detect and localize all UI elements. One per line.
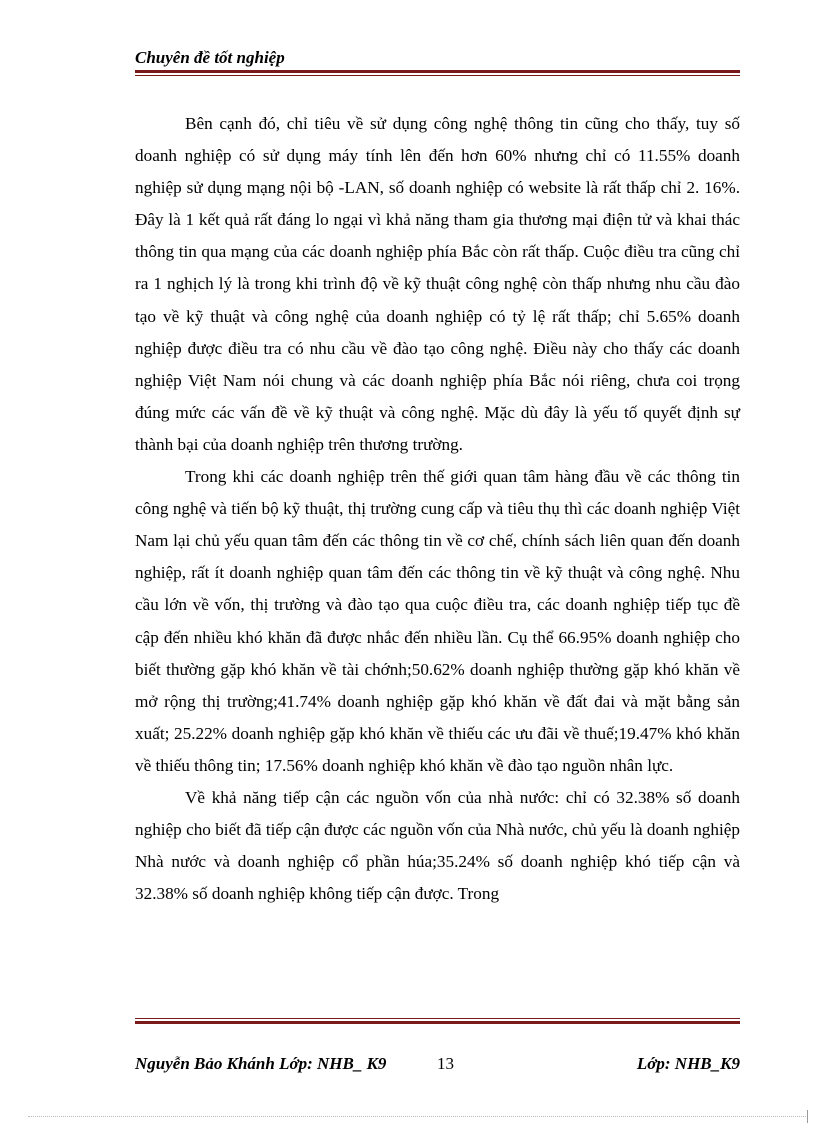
header-rule-thick [135,70,740,73]
body-paragraph: Về khả năng tiếp cận các nguồn vốn của nhà nước: chỉ có 32.38% số doanh nghiệp cho biết đã tiếp cận được các nguồn vốn của Nhà nước, chủ yếu là doanh nghiệp Nhà nước và doanh nghiệp cổ phần húa;35.24% số doanh nghiệp khó tiếp cận và 32.38% số doanh nghiệp không tiếp cận được. Trong [135,787,740,904]
page-number: 13 [437,1054,454,1073]
footer-rule-thick [135,1021,740,1024]
document-header-title: Chuyên đề tốt nghiệp [135,48,285,67]
page-boundary-line [28,1116,808,1117]
header-rule-thin [135,75,740,76]
footer-class-label: Lớp: NHB_K9 [636,1054,740,1073]
document-body [135,108,740,910]
footer-author: Nguyễn Bảo Khánh Lớp: NHB_ K9 [135,1054,387,1073]
footer-rule-thin [135,1018,740,1019]
body-paragraph: Bên cạnh đó, chỉ tiêu về sử dụng công nghệ thông tin cũng cho thấy, tuy số doanh nghiệp có sử dụng máy tính lên đến hơn 60% nhưng chỉ có 11.55% doanh nghiệp sử dụng mạng nội bộ -LAN, số doanh nghiệp có website là rất thấp chỉ 2. 16%. Đây là 1 kết quả rất đáng lo ngại vì khả năng tham gia thương mại điện tử và khai thác thông tin qua mạng của các doanh nghiệp phía Bắc còn rất thấp. Cuộc điều tra cũng chỉ ra 1 nghịch lý là trong khi trình độ về kỹ thuật công nghệ còn thấp nhưng nhu cầu đào tạo về kỹ thuật và công nghệ của doanh nghiệp có tỷ lệ rất thấp; chỉ 5.65% doanh nghiệp được điều tra có nhu cầu về đào tạo công nghệ. Điều này cho thấy các doanh nghiệp Việt Nam nói chung và các doanh nghiệp phía Bắc nói riêng, chưa coi trọng đúng mức các vấn đề về kỹ thuật và công nghệ. Mặc dù đây là yếu tố quyết định sự thành bại của doanh nghiệp trên thương trường. [135,114,740,454]
document-footer [135,1054,740,1078]
page-corner-mark [807,1110,808,1123]
body-paragraph: Trong khi các doanh nghiệp trên thế giới quan tâm hàng đầu về các thông tin công nghệ và tiến bộ kỹ thuật, thị trường cung cấp và tiêu thụ thì các doanh nghiệp Việt Nam lại chủ yếu quan tâm đến các thông tin về cơ chế, chính sách liên quan đến doanh nghiệp, rất ít doanh nghiệp quan tâm đến các thông tin về kỹ thuật và công nghệ. Nhu cầu lớn về vốn, thị trường và đào tạo qua cuộc điều tra, các doanh nghiệp tiếp tục đề cập đến nhiều khó khăn đã được nhắc đến nhiều lần. Cụ thể 66.95% doanh nghiệp cho biết thường gặp khó khăn về tài chớnh;50.62% doanh nghiệp thường gặp khó khăn về mở rộng thị trường;41.74% doanh nghiệp gặp khó khăn về đất đai và mặt bằng sản xuất; 25.22% doanh nghiệp gặp khó khăn về thiếu các ưu đãi về thuế;19.47% khó khăn về thiếu thông tin; 17.56% doanh nghiệp khó khăn về đào tạo nguồn nhân lực. [135,467,740,775]
